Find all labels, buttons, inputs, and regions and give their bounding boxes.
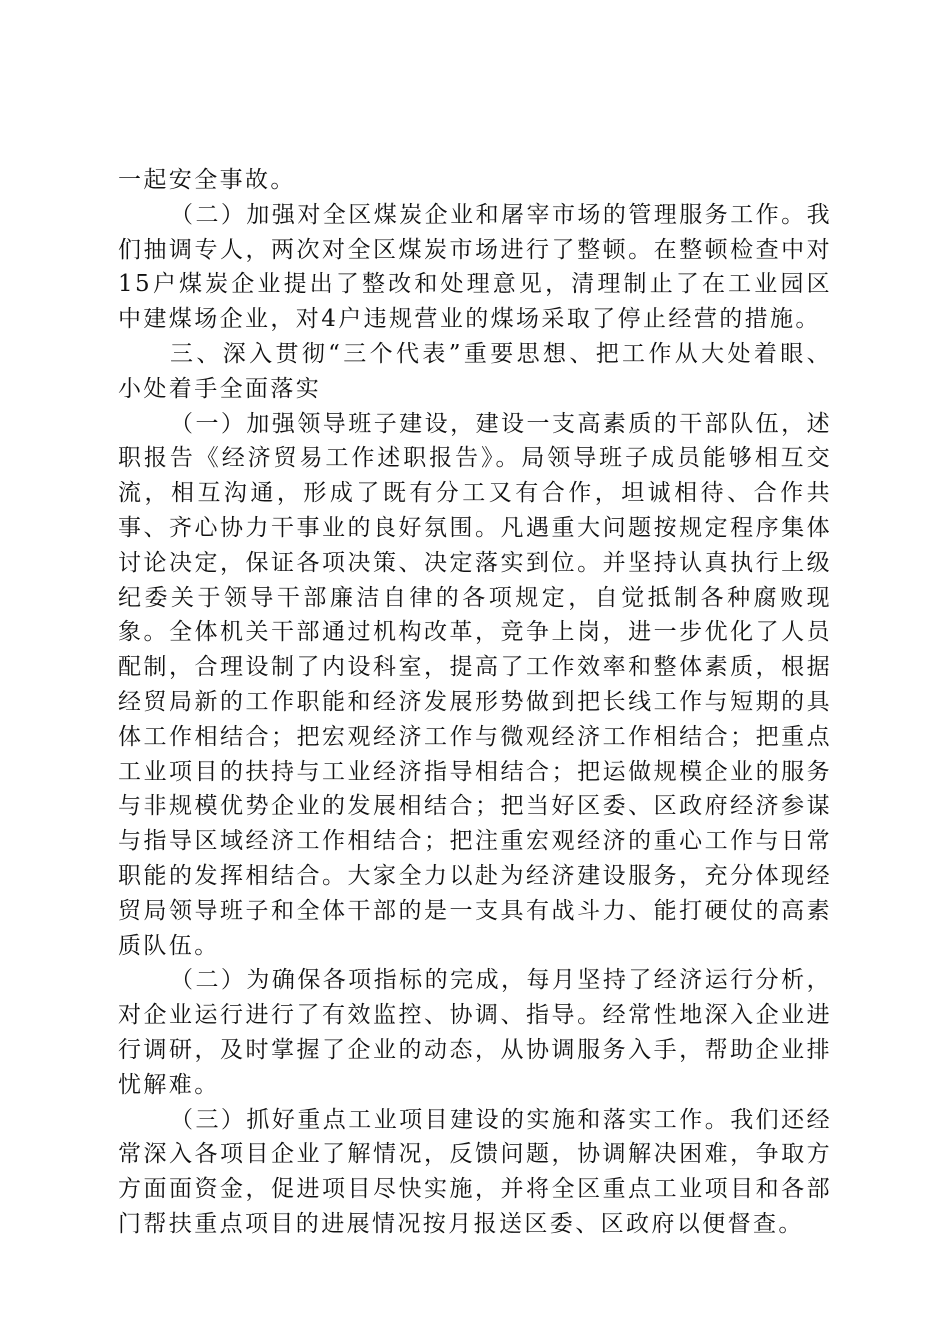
paragraph-leadership-building: （一）加强领导班子建设，建设一支高素质的干部队伍，述职报告《经济贸易工作述职报告》。局领导班子成员能够相互交流，相互沟通，形成了既有分工又有合作，坦诚相待、合作共事、齐心协力干事业的良好氛围。凡遇重大问题按规定程序集体讨论决定，保证各项决策、决定落实到位。并坚持认真执行上级纪委关于领导干部廉洁自律的各项规定，自觉抵制各种腐败现象。全体机关干部通过机构改革，竞争上岗，进一步优化了人员配制，合理设制了内设科室，提高了工作效率和整体素质，根据经贸局新的工作职能和经济发展形势做到把长线工作与短期的具体工作相结合；把宏观经济工作与微观经济工作相结合；把重点工业项目的扶持与工业经济指导相结合；把运做规模企业的服务与非规模优势企业的发展相结合；把当好区委、区政府经济参谋与指导区域经济工作相结合；把注重宏观经济的重心工作与日常职能的发挥相结合。大家全力以赴为经济建设服务，充分体现经贸局领导班子和全体干部的是一支具有战斗力、能打硬仗的高素质队伍。 bbox=[118, 410, 832, 959]
paragraph-key-projects: （三）抓好重点工业项目建设的实施和落实工作。我们还经常深入各项目企业了解情况，反馈问题，协调解决困难，争取方方面面资金，促进项目尽快实施，并将全区重点工业项目和各部门帮扶重点项目的进展情况按月报送区委、区政府以便督查。 bbox=[118, 1106, 832, 1237]
paragraph-economic-analysis: （二）为确保各项指标的完成，每月坚持了经济运行分析，对企业运行进行了有效监控、协调、指导。经常性地深入企业进行调研，及时掌握了企业的动态，从协调服务入手，帮助企业排忧解难。 bbox=[118, 967, 832, 1098]
section-heading-three: 三、深入贯彻“三个代表”重要思想、把工作从大处着眼、小处着手全面落实 bbox=[118, 340, 832, 402]
paragraph-coal-market-management: （二）加强对全区煤炭企业和屠宰市场的管理服务工作。我们抽调专人，两次对全区煤炭市场进行了整顿。在整顿检查中对15户煤炭企业提出了整改和处理意见，清理制止了在工业园区中建煤场企业，对4户违规营业的煤场采取了停止经营的措施。 bbox=[118, 201, 832, 333]
paragraph-continuation: 一起安全事故。 bbox=[118, 167, 296, 193]
document-body bbox=[118, 163, 832, 1242]
